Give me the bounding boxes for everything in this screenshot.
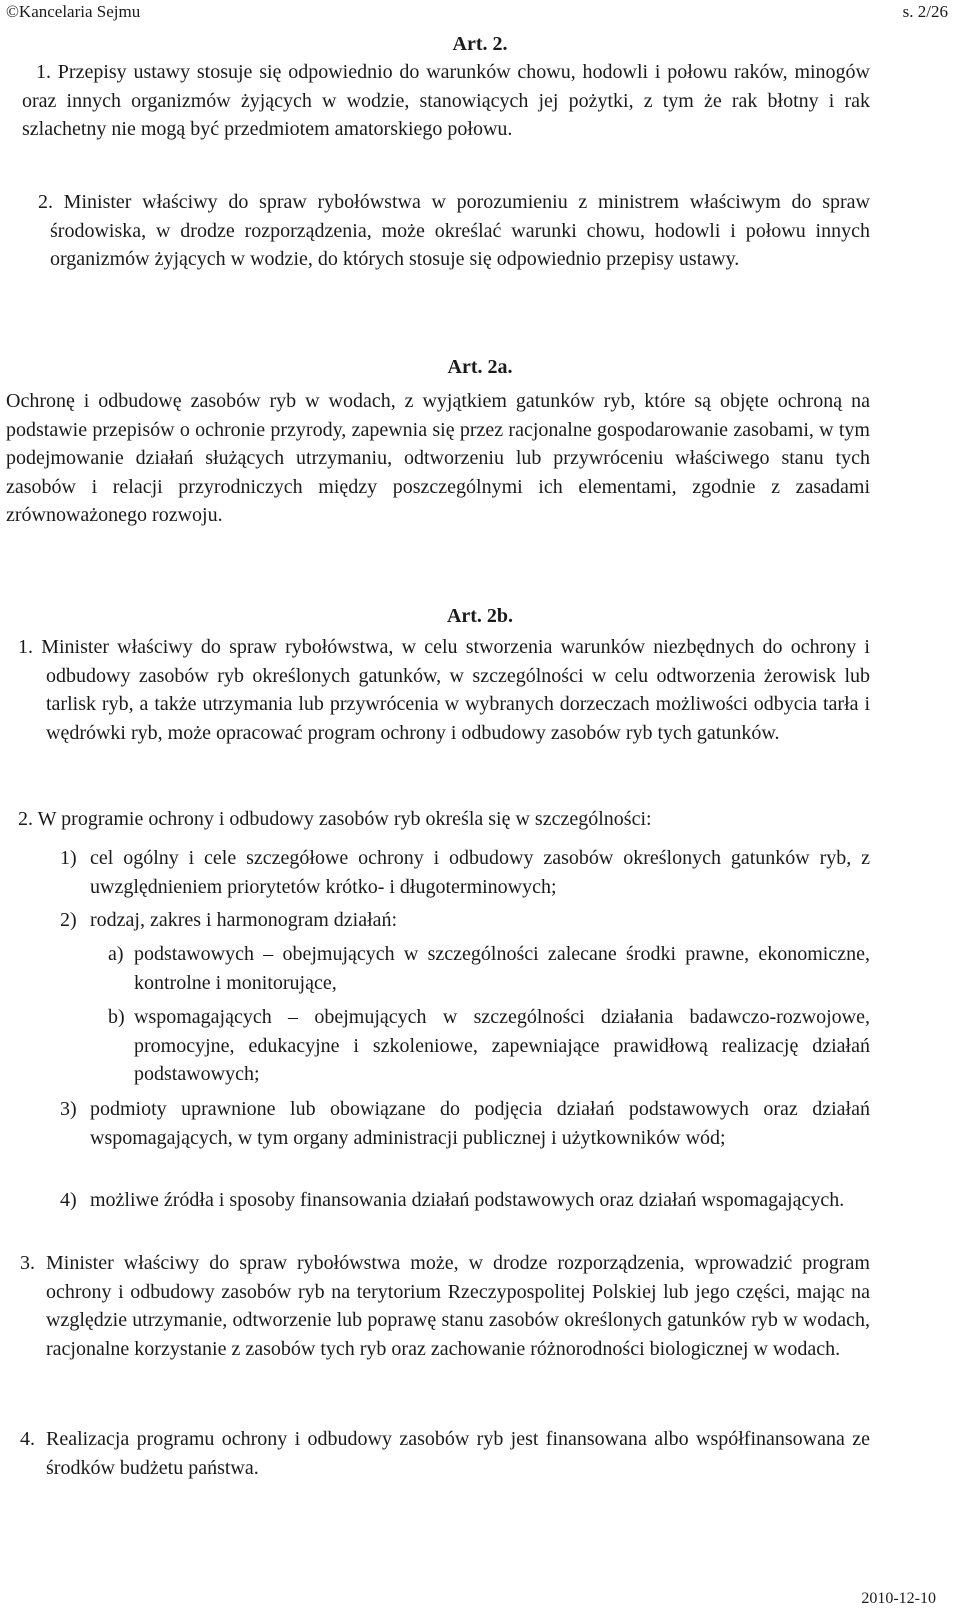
list-item-label: 4) — [60, 1189, 77, 1211]
list-item-label: 1) — [60, 847, 77, 869]
list-item-text: podmioty uprawnione lub obowiązane do podjęcia działań podstawowych oraz działań wspomagających, w tym organy administracji publicznej i użytkowników wód; — [90, 1098, 870, 1149]
list-item-text: możliwe źródła i sposoby finansowania działań podstawowych oraz działań wspomagających. — [90, 1189, 845, 1211]
header-page-number: s. 2/26 — [902, 2, 948, 21]
art2b-paragraph-1: 1. Minister właściwy do spraw rybołówstwa, w celu stworzenia warunków niezbędnych do ochrony i odbudowy zasobów ryb określonych gatunków, w szczególności w celu odtworzenia żerowisk lub tarlisk ryb, a także utrzymania lub przywrócenia w wybranych dorzeczach możliwości odbycia tarła i wędrówki ryb, może opracować program ochrony i odbudowy zasobów ryb tych gatunków. — [18, 636, 870, 744]
sublist-item-text: wspomagających – obejmujących w szczególności działania badawczo-rozwojowe, promocyjne, edukacyjne i szkoleniowe, zapewniające prawidłową realizację działań podstawowych; — [134, 1006, 870, 1085]
paragraph-number: 3. — [20, 1252, 35, 1274]
page-header — [0, 0, 960, 26]
art2b-paragraph-4: Realizacja programu ochrony i odbudowy zasobów ryb jest finansowana albo współfinansowana ze środków budżetu państwa. — [46, 1428, 870, 1479]
art2-paragraph-1: 1. Przepisy ustawy stosuje się odpowiednio do warunków chowu, hodowli i połowu raków, minogów oraz innych organizmów żyjących w wodzie, stanowiących jej pożytki, z tym że rak błotny i rak szlachetny nie mogą być przedmiotem amatorskiego połowu. — [22, 61, 870, 140]
art2b-paragraph-2: 2. W programie ochrony i odbudowy zasobów ryb określa się w szczególności: — [18, 808, 652, 830]
article-heading-2b: Art. 2b. — [446, 605, 514, 627]
art2a-paragraph: Ochronę i odbudowę zasobów ryb w wodach, z wyjątkiem gatunków ryb, które są objęte ochroną na podstawie przepisów o ochronie przyrody, zapewnia się przez racjonalne gospodarowanie zasobami, w tym podejmowanie działań służących utrzymaniu, odtworzeniu lub przywróceniu właściwego stanu tych zasobów i relacji przyrodniczych między poszczególnymi ich elementami, zgodnie z zasadami zrównoważonego rozwoju. — [6, 390, 870, 526]
paragraph-number: 4. — [20, 1428, 35, 1450]
list-item-label: 2) — [60, 909, 77, 931]
article-heading-2: Art. 2. — [452, 33, 508, 55]
art2-paragraph-2: 2. Minister właściwy do spraw rybołówstwa w porozumieniu z ministrem właściwym do spraw środowiska, w drodze rozporządzenia, może określać warunki chowu, hodowli i połowu innych organizmów żyjących w wodzie, do których stosuje się odpowiednio przepisy ustawy. — [38, 191, 870, 270]
art2b-paragraph-3: Minister właściwy do spraw rybołówstwa może, w drodze rozporządzenia, wprowadzić program ochrony i odbudowy zasobów ryb na terytorium Rzeczypospolitej Polskiej lub jego części, mając na względzie utrzymanie, odtworzenie lub poprawę stanu zasobów określonych gatunków ryb w wodach, racjonalne korzystanie z zasobów tych ryb oraz zachowanie różnorodności biologicznej w wodach. — [46, 1252, 870, 1360]
sublist-item-label: b) — [108, 1006, 125, 1028]
list-item-label: 3) — [60, 1098, 77, 1120]
article-heading-2a: Art. 2a. — [447, 356, 513, 378]
sublist-item-text: podstawowych – obejmujących w szczególności zalecane środki prawne, ekonomiczne, kontrolne i monitorujące, — [134, 943, 870, 994]
header-publisher: ©Kancelaria Sejmu — [6, 2, 141, 21]
list-item-text: rodzaj, zakres i harmonogram działań: — [90, 909, 398, 931]
sublist-item-label: a) — [108, 943, 124, 965]
footer-date: 2010-12-10 — [861, 1590, 936, 1607]
list-item-text: cel ogólny i cele szczegółowe ochrony i odbudowy zasobów określonych gatunków ryb, z uwzględnieniem priorytetów krótko- i długoterminowych; — [90, 847, 870, 898]
